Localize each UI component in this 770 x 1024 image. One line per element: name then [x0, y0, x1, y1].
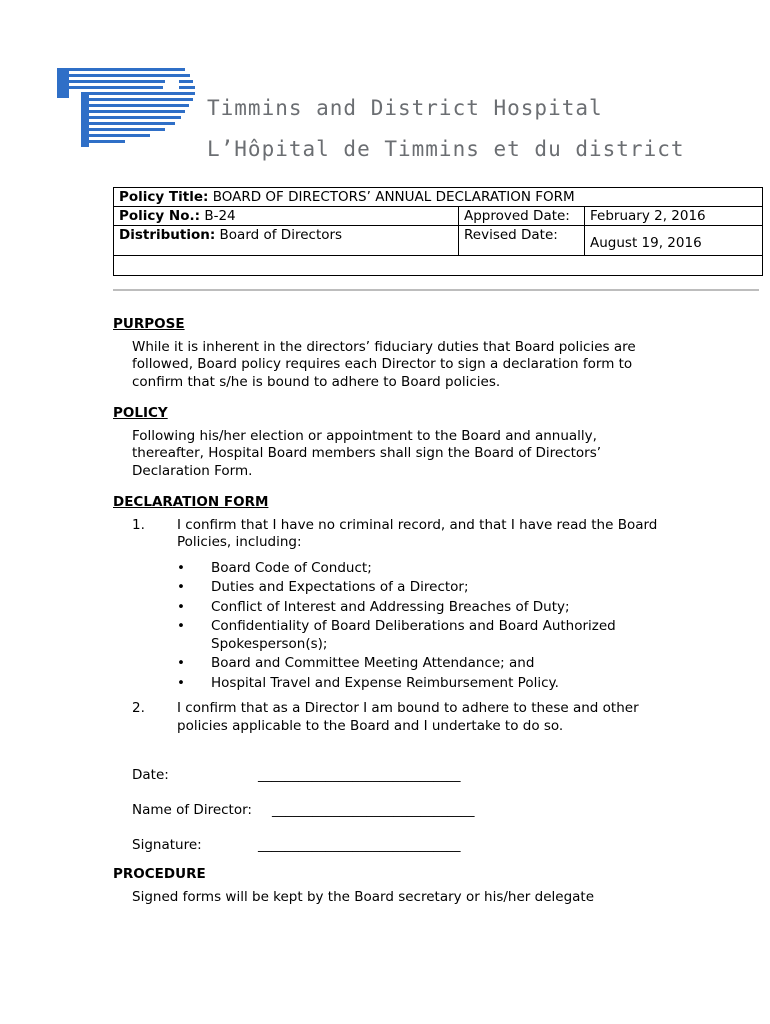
policy-list	[177, 560, 673, 693]
revised-date-value: August 19, 2016	[585, 226, 763, 256]
approved-date-value: February 2, 2016	[585, 207, 763, 226]
date-line[interactable]: ______________________________	[258, 767, 461, 783]
item-text: I confirm that as a Director I am bound to adhere to these and other policies applicable to the Board and I undertake to do so.	[177, 700, 639, 734]
director-name-field[interactable]	[132, 802, 673, 837]
bullet-icon: •	[177, 579, 185, 595]
policy-number-value: B-24	[200, 208, 236, 224]
policy-heading: POLICY	[113, 405, 168, 421]
policy-title-cell	[114, 188, 763, 207]
revised-date-label: Revised Date:	[459, 226, 585, 256]
policy-body	[113, 316, 673, 916]
list-item: • Duties and Expectations of a Director;	[177, 579, 469, 595]
date-field[interactable]	[132, 767, 673, 802]
declaration-item-1	[132, 517, 673, 693]
item-number: 2.	[132, 700, 145, 716]
list-item: • Board Code of Conduct;	[177, 559, 372, 576]
signature-field[interactable]	[132, 837, 673, 872]
distribution-label: Distribution:	[119, 227, 216, 243]
declaration-item-2	[132, 700, 673, 735]
purpose-heading: PURPOSE	[113, 316, 185, 332]
policy-title-label: Policy Title:	[119, 189, 209, 205]
hospital-name-french: L’Hôpital de Timmins et du district	[207, 137, 685, 161]
declaration-heading: DECLARATION FORM	[113, 494, 269, 510]
hospital-name-english: Timmins and District Hospital	[207, 96, 603, 120]
distribution-cell	[114, 226, 459, 256]
policy-text: Following his/her election or appointment to the Board and annually, thereafter, Hospital Board members shall sign the Board of Directors’ Declaration Form.	[132, 427, 602, 479]
blank-row	[114, 256, 763, 276]
bullet-icon: •	[177, 618, 185, 634]
director-name-line[interactable]: ______________________________	[272, 802, 475, 818]
divider	[113, 289, 759, 291]
signature-label: Signature:	[132, 837, 202, 853]
policy-title-value: BOARD OF DIRECTORS’ ANNUAL DECLARATION FORM	[208, 189, 575, 205]
signature-line[interactable]: ______________________________	[258, 837, 461, 853]
procedure-heading: PROCEDURE	[113, 866, 206, 882]
list-item: • Conflict of Interest and Addressing Breaches of Duty;	[177, 598, 570, 615]
item-number: 1.	[132, 516, 145, 533]
policy-info-table	[113, 187, 763, 276]
purpose-text: While it is inherent in the directors’ fiduciary duties that Board policies are followed, Board policy requires each Director to sign a declaration form to confirm that s/he is bound to adhere to Board policies.	[132, 338, 636, 390]
policy-number-cell	[114, 207, 459, 226]
list-item: • Board and Committee Meeting Attendance; and	[177, 655, 535, 671]
director-name-label: Name of Director:	[132, 802, 252, 818]
distribution-value: Board of Directors	[215, 227, 343, 243]
bullet-icon: •	[177, 674, 185, 691]
procedure-text: Signed forms will be kept by the Board secretary or his/her delegate	[132, 888, 595, 905]
bullet-icon: •	[177, 598, 185, 615]
policy-number-label: Policy No.:	[119, 208, 201, 224]
list-item: • Hospital Travel and Expense Reimbursement Policy.	[177, 674, 559, 691]
approved-date-label: Approved Date:	[459, 207, 585, 226]
bullet-icon: •	[177, 655, 185, 671]
tdh-logo-icon	[55, 66, 195, 148]
date-label: Date:	[132, 767, 169, 783]
item-text: I confirm that I have no criminal record, and that I have read the Board Policies, including:	[177, 516, 658, 550]
bullet-icon: •	[177, 559, 185, 576]
list-item: • Confidentiality of Board Deliberations and Board Authorized Spokesperson(s);	[177, 618, 616, 652]
